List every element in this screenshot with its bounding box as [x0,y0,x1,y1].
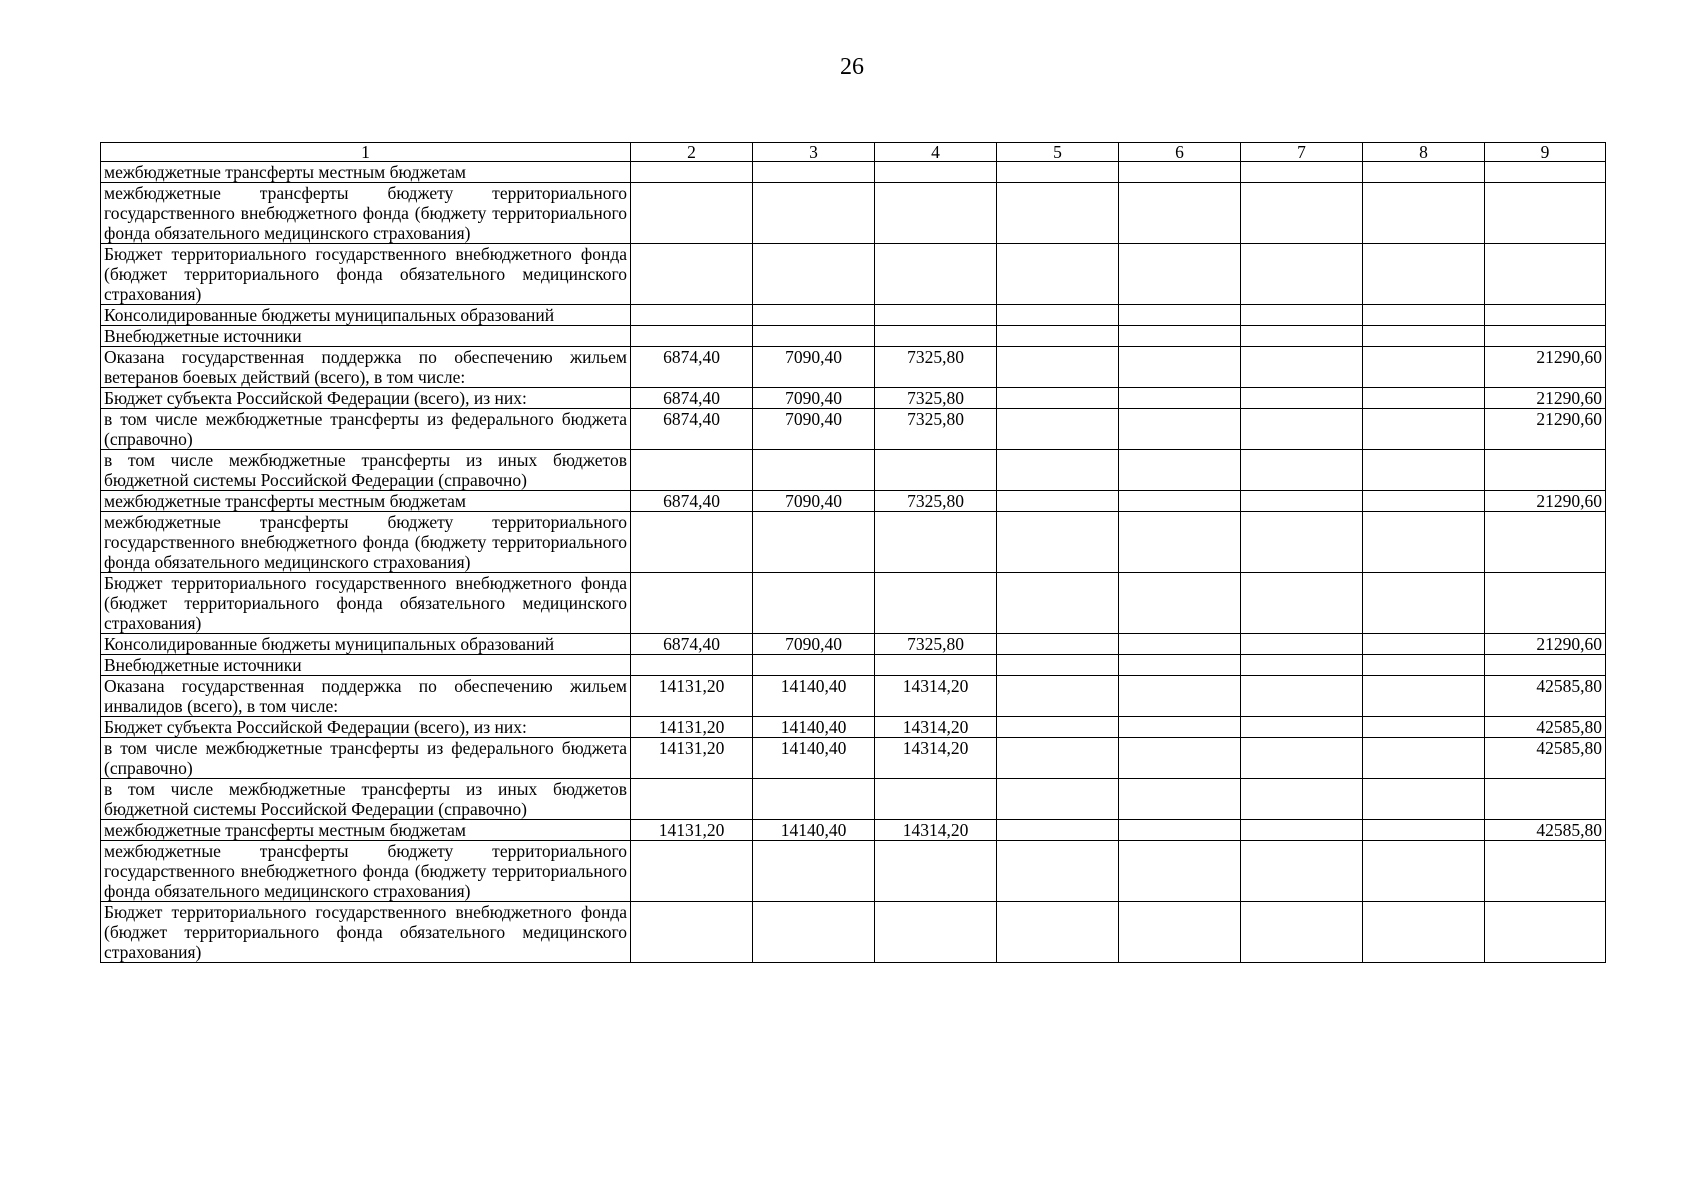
column-header: 7 [1241,143,1363,162]
column-header: 8 [1363,143,1485,162]
cell-c3 [753,779,875,820]
cell-c8 [1363,450,1485,491]
cell-c9: 21290,60 [1485,347,1606,388]
row-label: в том числе межбюджетные трансферты из иных бюджетов бюджетной системы Российской Федерации (справочно) [101,779,631,820]
cell-c5 [997,841,1119,902]
table-row [101,902,1606,963]
cell-c5 [997,450,1119,491]
cell-c4 [875,183,997,244]
row-label: межбюджетные трансферты бюджету территориального государственного внебюджетного фонда (бюджету территориального фонда обязательного медицинского страхования) [101,841,631,902]
cell-c2 [631,183,753,244]
cell-c2 [631,305,753,326]
cell-c5 [997,717,1119,738]
cell-c6 [1119,676,1241,717]
cell-c2 [631,573,753,634]
cell-c4: 14314,20 [875,738,997,779]
cell-c6 [1119,244,1241,305]
cell-c5 [997,512,1119,573]
cell-c9: 21290,60 [1485,409,1606,450]
cell-c5 [997,388,1119,409]
cell-c5 [997,347,1119,388]
header-row [101,143,1606,162]
cell-c6 [1119,841,1241,902]
cell-c8 [1363,779,1485,820]
cell-c8 [1363,655,1485,676]
cell-c7 [1241,305,1363,326]
row-label: межбюджетные трансферты местным бюджетам [101,820,631,841]
row-label: межбюджетные трансферты бюджету территориального государственного внебюджетного фонда (бюджету территориального фонда обязательного медицинского страхования) [101,183,631,244]
cell-c2 [631,512,753,573]
cell-c7 [1241,820,1363,841]
cell-c7 [1241,676,1363,717]
cell-c3 [753,162,875,183]
cell-c3: 7090,40 [753,347,875,388]
cell-c6 [1119,326,1241,347]
cell-c3 [753,841,875,902]
cell-c3: 7090,40 [753,388,875,409]
cell-c9 [1485,244,1606,305]
cell-c6 [1119,779,1241,820]
cell-c7 [1241,162,1363,183]
cell-c3: 7090,40 [753,634,875,655]
cell-c8 [1363,491,1485,512]
table-row [101,841,1606,902]
column-header: 9 [1485,143,1606,162]
cell-c4 [875,305,997,326]
cell-c5 [997,902,1119,963]
table-row [101,717,1606,738]
table-row [101,244,1606,305]
table-row [101,634,1606,655]
cell-c3 [753,326,875,347]
cell-c2: 14131,20 [631,717,753,738]
cell-c7 [1241,450,1363,491]
cell-c9 [1485,326,1606,347]
cell-c2 [631,902,753,963]
cell-c5 [997,183,1119,244]
cell-c9: 21290,60 [1485,491,1606,512]
cell-c8 [1363,717,1485,738]
cell-c8 [1363,326,1485,347]
cell-c2 [631,326,753,347]
cell-c7 [1241,634,1363,655]
cell-c4 [875,573,997,634]
cell-c3 [753,573,875,634]
cell-c7 [1241,326,1363,347]
cell-c8 [1363,512,1485,573]
cell-c8 [1363,305,1485,326]
cell-c4 [875,902,997,963]
cell-c6 [1119,409,1241,450]
row-label: Внебюджетные источники [101,326,631,347]
cell-c3: 14140,40 [753,717,875,738]
cell-c7 [1241,717,1363,738]
cell-c5 [997,244,1119,305]
column-header: 3 [753,143,875,162]
cell-c6 [1119,738,1241,779]
cell-c4: 7325,80 [875,409,997,450]
cell-c5 [997,820,1119,841]
cell-c2 [631,244,753,305]
cell-c3 [753,655,875,676]
cell-c7 [1241,388,1363,409]
cell-c3: 14140,40 [753,676,875,717]
table-row [101,779,1606,820]
cell-c7 [1241,244,1363,305]
cell-c3: 7090,40 [753,491,875,512]
cell-c2: 6874,40 [631,491,753,512]
cell-c5 [997,326,1119,347]
page-number: 26 [840,54,864,80]
cell-c9 [1485,573,1606,634]
cell-c9 [1485,450,1606,491]
cell-c6 [1119,491,1241,512]
row-label: в том числе межбюджетные трансферты из федерального бюджета (справочно) [101,738,631,779]
cell-c2 [631,450,753,491]
cell-c9 [1485,305,1606,326]
cell-c6 [1119,305,1241,326]
row-label: в том числе межбюджетные трансферты из федерального бюджета (справочно) [101,409,631,450]
cell-c9 [1485,779,1606,820]
cell-c2: 14131,20 [631,820,753,841]
cell-c8 [1363,676,1485,717]
row-label: Внебюджетные источники [101,655,631,676]
table-row [101,573,1606,634]
column-header: 1 [101,143,631,162]
cell-c6 [1119,388,1241,409]
cell-c5 [997,162,1119,183]
row-label: межбюджетные трансферты бюджету территориального государственного внебюджетного фонда (бюджету территориального фонда обязательного медицинского страхования) [101,512,631,573]
cell-c5 [997,409,1119,450]
budget-table [100,142,1606,963]
cell-c2 [631,841,753,902]
cell-c4 [875,512,997,573]
cell-c5 [997,305,1119,326]
cell-c4: 14314,20 [875,676,997,717]
cell-c8 [1363,573,1485,634]
cell-c8 [1363,162,1485,183]
cell-c4 [875,244,997,305]
cell-c5 [997,634,1119,655]
cell-c6 [1119,347,1241,388]
cell-c4: 7325,80 [875,634,997,655]
table-row [101,347,1606,388]
cell-c2: 6874,40 [631,388,753,409]
cell-c8 [1363,820,1485,841]
cell-c6 [1119,634,1241,655]
column-header: 2 [631,143,753,162]
cell-c3 [753,902,875,963]
cell-c8 [1363,409,1485,450]
table-row [101,491,1606,512]
cell-c2: 14131,20 [631,676,753,717]
column-header: 4 [875,143,997,162]
cell-c9: 42585,80 [1485,820,1606,841]
cell-c3 [753,244,875,305]
cell-c6 [1119,512,1241,573]
cell-c8 [1363,183,1485,244]
cell-c7 [1241,409,1363,450]
cell-c9 [1485,512,1606,573]
cell-c7 [1241,779,1363,820]
row-label: в том числе межбюджетные трансферты из иных бюджетов бюджетной системы Российской Федерации (справочно) [101,450,631,491]
cell-c2: 6874,40 [631,347,753,388]
cell-c8 [1363,902,1485,963]
row-label: Бюджет субъекта Российской Федерации (всего), из них: [101,388,631,409]
table-row [101,738,1606,779]
row-label: Консолидированные бюджеты муниципальных образований [101,634,631,655]
cell-c3: 14140,40 [753,738,875,779]
cell-c4: 14314,20 [875,717,997,738]
cell-c4 [875,655,997,676]
row-label: межбюджетные трансферты местным бюджетам [101,162,631,183]
table-row [101,305,1606,326]
cell-c8 [1363,388,1485,409]
row-label: Бюджет субъекта Российской Федерации (всего), из них: [101,717,631,738]
cell-c4: 7325,80 [875,491,997,512]
cell-c9: 42585,80 [1485,717,1606,738]
table-row [101,326,1606,347]
cell-c4 [875,326,997,347]
cell-c6 [1119,162,1241,183]
table-row [101,512,1606,573]
row-label: Оказана государственная поддержка по обеспечению жильем ветеранов боевых действий (всего), в том числе: [101,347,631,388]
cell-c2 [631,779,753,820]
cell-c5 [997,491,1119,512]
column-header: 6 [1119,143,1241,162]
table-row [101,820,1606,841]
cell-c9: 21290,60 [1485,388,1606,409]
cell-c9: 42585,80 [1485,676,1606,717]
cell-c3 [753,183,875,244]
cell-c9 [1485,902,1606,963]
cell-c4 [875,779,997,820]
table-row [101,655,1606,676]
cell-c9: 21290,60 [1485,634,1606,655]
cell-c4 [875,841,997,902]
row-label: Бюджет территориального государственного внебюджетного фонда (бюджет территориального фонда обязательного медицинского страхования) [101,244,631,305]
cell-c4: 7325,80 [875,388,997,409]
cell-c4 [875,450,997,491]
table-body [101,162,1606,963]
cell-c7 [1241,512,1363,573]
cell-c3: 7090,40 [753,409,875,450]
cell-c5 [997,738,1119,779]
cell-c2 [631,655,753,676]
cell-c2 [631,162,753,183]
cell-c4: 7325,80 [875,347,997,388]
row-label: Оказана государственная поддержка по обеспечению жильем инвалидов (всего), в том числе: [101,676,631,717]
cell-c3 [753,305,875,326]
cell-c8 [1363,634,1485,655]
cell-c6 [1119,450,1241,491]
cell-c8 [1363,347,1485,388]
cell-c6 [1119,717,1241,738]
cell-c2: 6874,40 [631,634,753,655]
cell-c8 [1363,738,1485,779]
table-row [101,162,1606,183]
cell-c3: 14140,40 [753,820,875,841]
table-row [101,409,1606,450]
cell-c5 [997,676,1119,717]
cell-c9 [1485,183,1606,244]
cell-c6 [1119,655,1241,676]
cell-c7 [1241,841,1363,902]
table-row [101,388,1606,409]
cell-c7 [1241,738,1363,779]
cell-c7 [1241,491,1363,512]
cell-c9 [1485,655,1606,676]
cell-c2: 6874,40 [631,409,753,450]
table-row [101,450,1606,491]
cell-c3 [753,512,875,573]
cell-c7 [1241,902,1363,963]
cell-c6 [1119,183,1241,244]
cell-c5 [997,655,1119,676]
table-row [101,183,1606,244]
cell-c7 [1241,183,1363,244]
cell-c7 [1241,347,1363,388]
cell-c6 [1119,820,1241,841]
cell-c7 [1241,573,1363,634]
row-label: Бюджет территориального государственного внебюджетного фонда (бюджет территориального фонда обязательного медицинского страхования) [101,902,631,963]
table-header [101,143,1606,162]
cell-c7 [1241,655,1363,676]
cell-c6 [1119,902,1241,963]
cell-c4 [875,162,997,183]
cell-c8 [1363,841,1485,902]
table-row [101,676,1606,717]
cell-c9 [1485,841,1606,902]
row-label: межбюджетные трансферты местным бюджетам [101,491,631,512]
cell-c2: 14131,20 [631,738,753,779]
cell-c5 [997,779,1119,820]
row-label: Консолидированные бюджеты муниципальных образований [101,305,631,326]
column-header: 5 [997,143,1119,162]
cell-c3 [753,450,875,491]
cell-c9: 42585,80 [1485,738,1606,779]
cell-c8 [1363,244,1485,305]
cell-c6 [1119,573,1241,634]
cell-c4: 14314,20 [875,820,997,841]
cell-c5 [997,573,1119,634]
cell-c9 [1485,162,1606,183]
row-label: Бюджет территориального государственного внебюджетного фонда (бюджет территориального фонда обязательного медицинского страхования) [101,573,631,634]
